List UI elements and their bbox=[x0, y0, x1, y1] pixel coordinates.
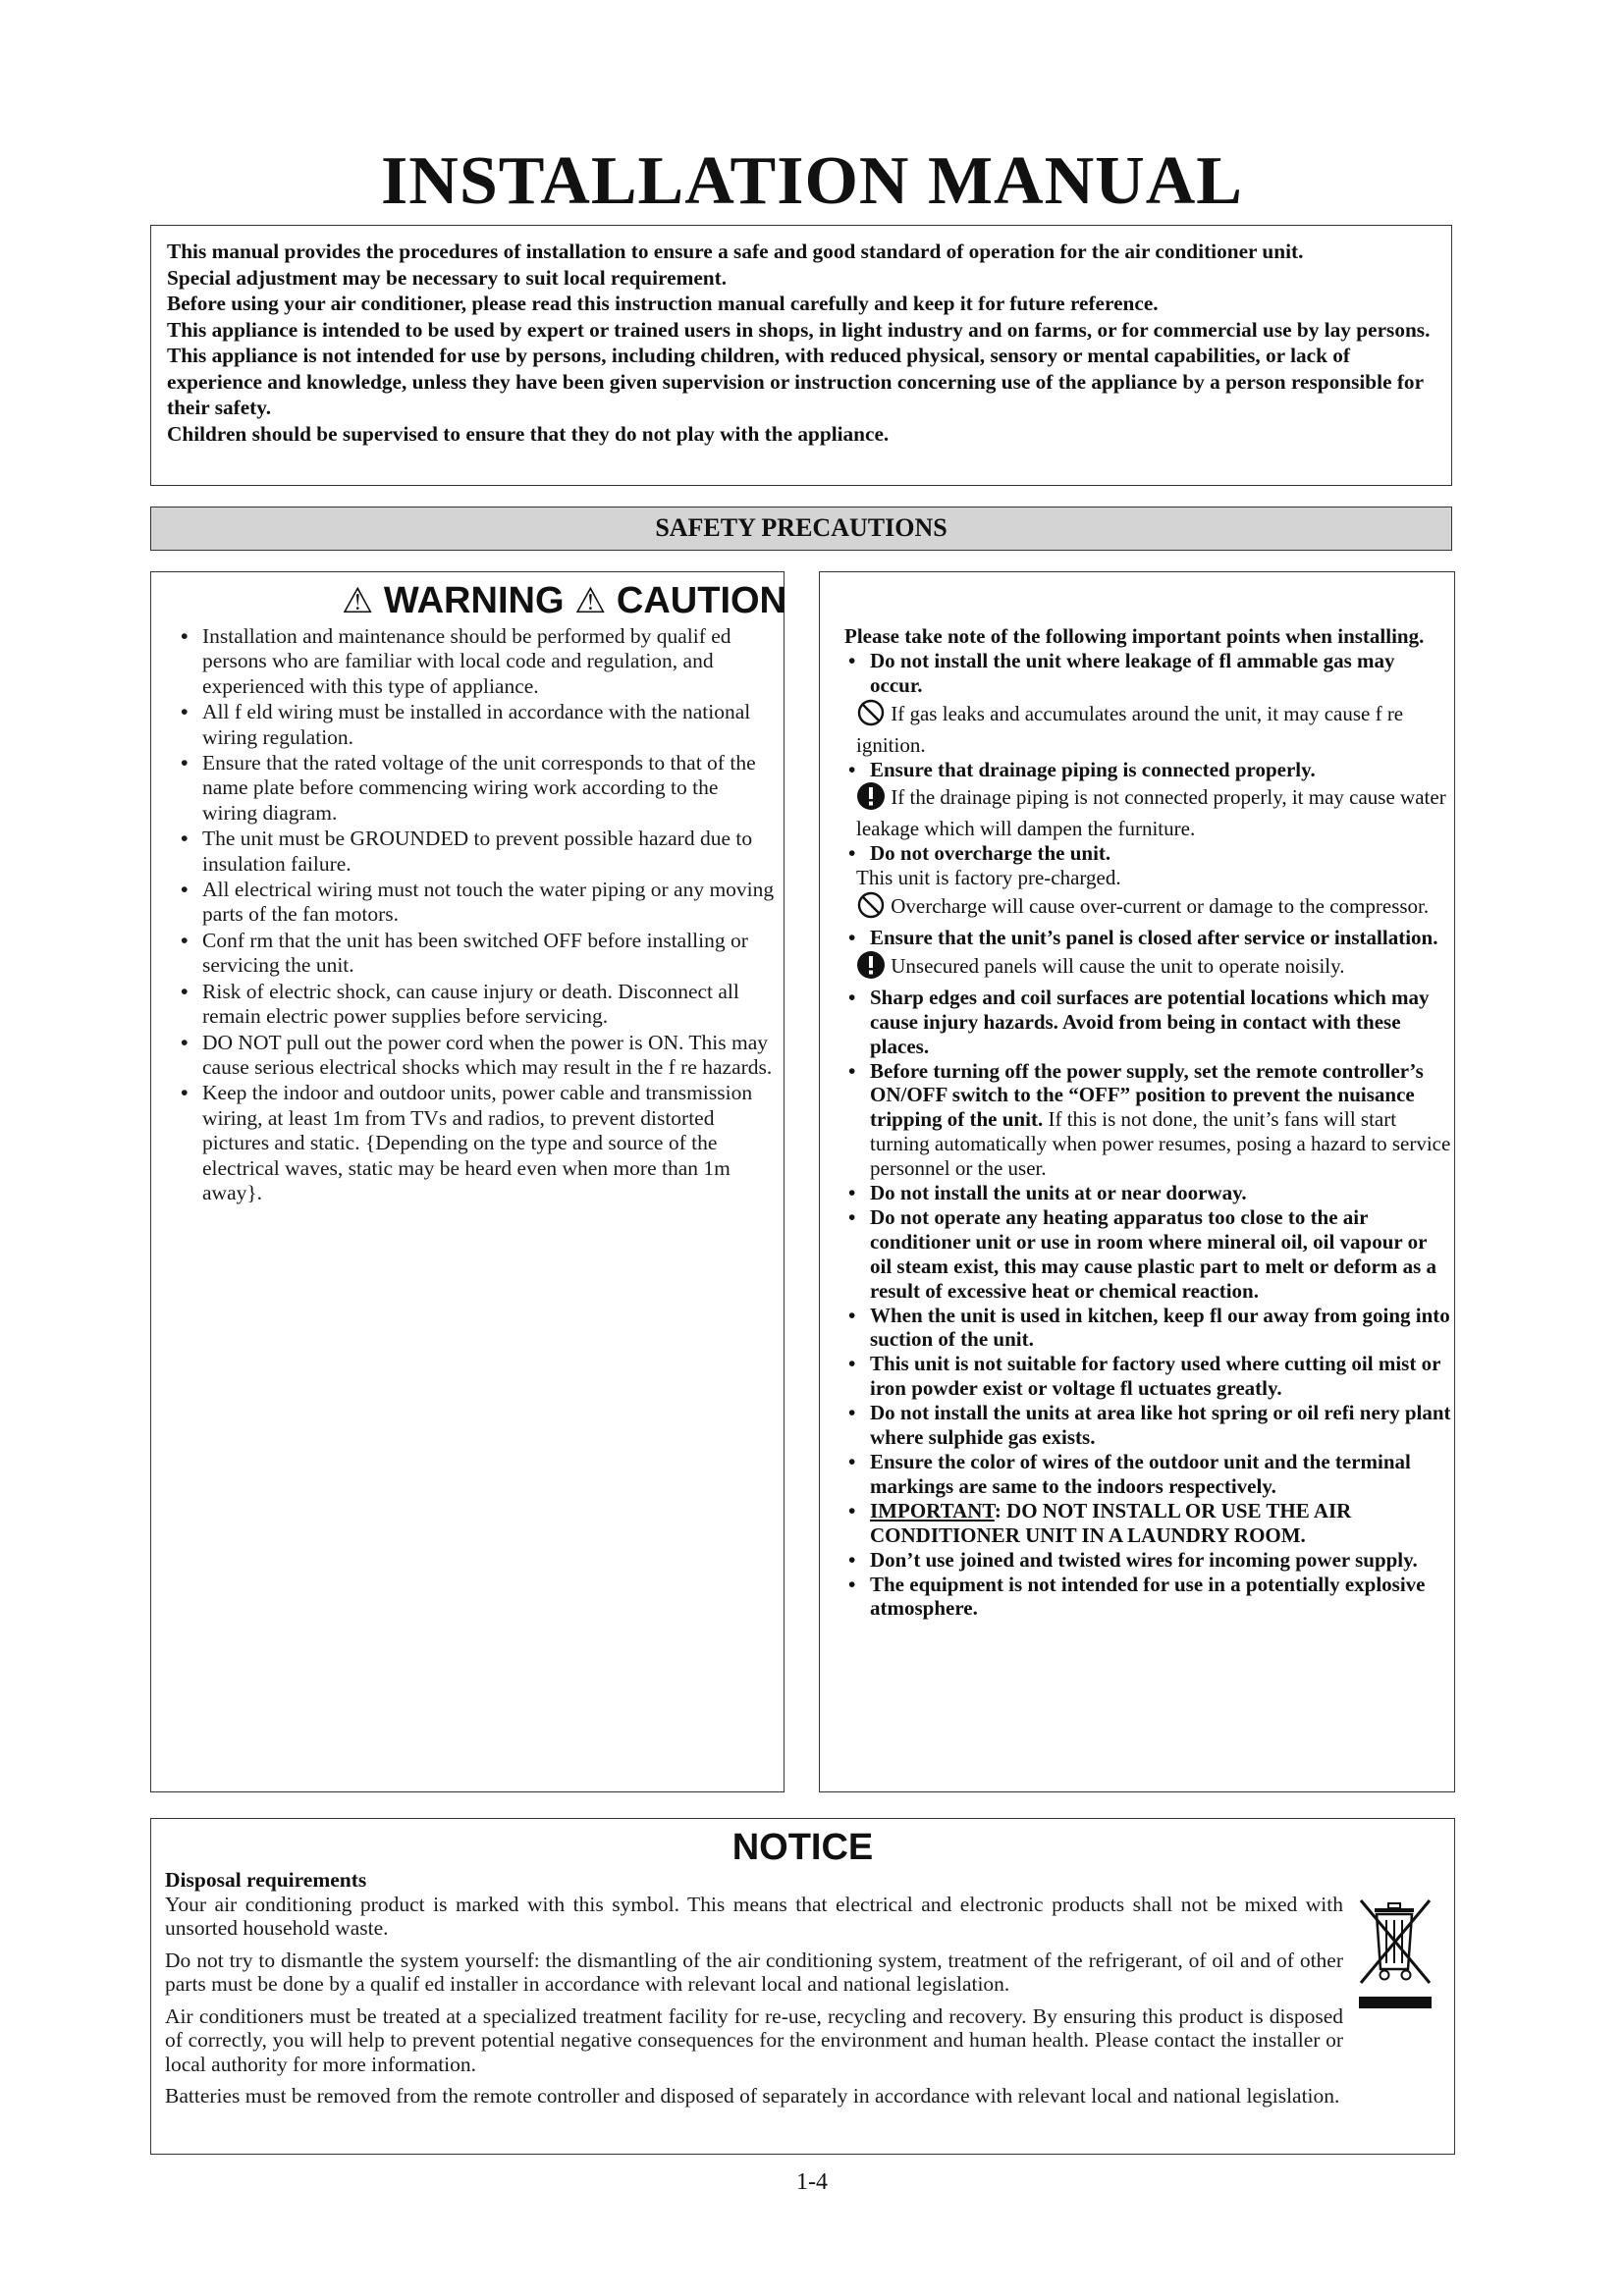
intro-line: This appliance is not intended for use by persons, including children, with reduced physical, sensory or mental capabilities, or lack of experience and knowledge, unless they have been given supervision or instruction concerning use of the appliance by a person responsible for their safety. bbox=[167, 344, 1424, 419]
page-number: 1-4 bbox=[796, 2169, 828, 2195]
caution-sub-text-value: If gas leaks and accumulates around the unit, it may cause f re ignition. bbox=[856, 701, 1404, 757]
caution-sub-text bbox=[844, 698, 1451, 758]
warning-item: • Installation and maintenance should be performed by qualif ed persons who are familiar with local code and regulation, and experienced with this type of appliance. bbox=[177, 624, 778, 699]
notice-paragraph: Air conditioners must be treated at a specialized treatment facility for re-use, recycling and recovery. By ensuring this product is disposed of correctly, you will help to prevent potential negative consequences for the environment and human health. Please contact the installer or local authority for more information. bbox=[165, 2003, 1343, 2076]
intro-box bbox=[150, 225, 1452, 486]
warning-label: WARNING bbox=[383, 580, 565, 621]
safety-precautions-heading: SAFETY PRECAUTIONS bbox=[150, 507, 1452, 551]
disposal-heading: Disposal requirements bbox=[165, 1868, 367, 1892]
notice-paragraph: Do not try to dismantle the system yourself: the dismantling of the air conditioning system, treatment of the refrigerant, of oil and of other parts must be done by a qualif ed installer in accordance with relevant local and national legislation. bbox=[165, 1948, 1343, 1996]
warning-item: • All f eld wiring must be installed in accordance with the national wiring regulation. bbox=[177, 700, 778, 750]
caution-intro: Please take note of the following important points when installing. bbox=[844, 624, 1425, 648]
warning-item: • The unit must be GROUNDED to prevent possible hazard due to insulation failure. bbox=[177, 827, 778, 877]
caution-item-text: Ensure the color of wires of the outdoor unit and the terminal markings are same to the indoors respectively. bbox=[870, 1450, 1411, 1498]
prohibition-icon bbox=[856, 698, 886, 733]
caution-item bbox=[844, 1352, 1451, 1401]
crossed-out-wheelie-bin-icon bbox=[1353, 1895, 1437, 2017]
prohibition-icon bbox=[856, 890, 886, 926]
warning-item: • Ensure that the rated voltage of the unit corresponds to that of the name plate before commencing wiring work according to the wiring diagram. bbox=[177, 751, 778, 826]
caution-item-note: If this is not done, the unit’s fans will start turning automatically when power resumes, posing a hazard to service personnel or the user. bbox=[870, 1107, 1451, 1181]
caution-item bbox=[844, 926, 1451, 950]
mandatory-action-icon bbox=[856, 950, 886, 986]
caution-list bbox=[844, 758, 1451, 782]
caution-sub-text-value: If the drainage piping is not connected properly, it may cause water leakage which will dampen the furniture. bbox=[856, 785, 1446, 841]
mandatory-action-icon bbox=[856, 781, 886, 817]
caution-item-text: Ensure that the unit’s panel is closed after service or installation. bbox=[870, 925, 1438, 949]
caution-item bbox=[844, 1205, 1451, 1304]
caution-sub-text bbox=[844, 890, 1451, 926]
caution-label: CAUTION bbox=[616, 580, 787, 621]
warning-item: • DO NOT pull out the power cord when the power is ON. This may cause serious electrical shocks which may result in the f re hazards. bbox=[177, 1031, 778, 1081]
warning-item: • All electrical wiring must not touch the water piping or any moving parts of the fan motors. bbox=[177, 878, 778, 928]
caution-list bbox=[844, 926, 1451, 950]
caution-item bbox=[844, 1499, 1451, 1548]
caution-item bbox=[844, 1181, 1451, 1205]
caution-item-text: Before turning off the power supply, set the remote controller’s ON/OFF switch to the “OFF” position to prevent the nuisance tripping of the unit. bbox=[870, 1058, 1424, 1132]
intro-line: Special adjustment may be necessary to suit local requirement. bbox=[167, 265, 728, 290]
caution-item bbox=[844, 1450, 1451, 1499]
warning-list-container bbox=[177, 624, 778, 1206]
page-title: INSTALLATION MANUAL bbox=[381, 143, 1243, 219]
notice-paragraph: Your air conditioning product is marked with this symbol. This means that electrical and electronic products shall not be mixed with unsorted household waste. bbox=[165, 1892, 1343, 1940]
important-label: IMPORTANT bbox=[870, 1498, 995, 1522]
intro-line: This appliance is intended to be used by expert or trained users in shops, in light industry and on farms, or for commercial use by lay persons. bbox=[167, 317, 1431, 342]
caution-item bbox=[844, 986, 1451, 1059]
intro-line: Children should be supervised to ensure that they do not play with the appliance. bbox=[167, 421, 890, 446]
caution-item-text: Do not install the unit where leakage of fl ammable gas may occur. bbox=[870, 648, 1395, 697]
warning-item: • Risk of electric shock, can cause injury or death. Disconnect all remain electric power supplies before servicing. bbox=[177, 980, 778, 1030]
caution-sub-text: This unit is factory pre-charged. bbox=[856, 866, 1121, 890]
caution-list bbox=[844, 986, 1451, 1622]
notice-title: NOTICE bbox=[731, 1827, 874, 1868]
intro-line: This manual provides the procedures of installation to ensure a safe and good standard of operation for the air conditioner unit. bbox=[167, 240, 1304, 263]
caution-list bbox=[844, 841, 1451, 866]
caution-item-text: Do not install the units at area like hot spring or oil refi nery plant where sulphide gas exists. bbox=[870, 1401, 1451, 1450]
caution-triangle-icon: ⚠ bbox=[574, 581, 607, 621]
caution-item-text: : DO NOT INSTALL OR USE THE AIR CONDITIONER UNIT IN A LAUNDRY ROOM. bbox=[870, 1498, 1352, 1547]
caution-sub-text-value: Unsecured panels will cause the unit to operate noisily. bbox=[891, 953, 1345, 978]
caution-list bbox=[844, 649, 1451, 698]
warning-triangle-icon: ⚠ bbox=[342, 581, 374, 621]
caution-item bbox=[844, 1573, 1451, 1622]
caution-item-text: Do not overcharge the unit. bbox=[870, 841, 1111, 866]
caution-item-text: The equipment is not intended for use in a potentially explosive atmosphere. bbox=[870, 1572, 1426, 1621]
warning-item: • Conf rm that the unit has been switched OFF before installing or servicing the unit. bbox=[177, 929, 778, 979]
caution-item-text: Sharp edges and coil surfaces are potential locations which may cause injury hazards. Avoid from being in contact with these places. bbox=[870, 985, 1430, 1058]
caution-item-text: Do not operate any heating apparatus too close to the air conditioner unit or use in room where mineral oil, oil vapour or oil steam exist, this may cause plastic part to melt or deform as a result of excessive heat or chemical reaction. bbox=[870, 1204, 1437, 1303]
caution-sub-text-value: Overcharge will cause over-current or damage to the compressor. bbox=[891, 893, 1430, 918]
warning-item: • Keep the indoor and outdoor units, power cable and transmission wiring, at least 1m from TVs and radios, to prevent distorted pictures and static. {Depending on the type and source of the electrical waves, static may be heard even when more than 1m away}. bbox=[177, 1081, 778, 1205]
caution-item-text: When the unit is used in kitchen, keep fl our away from going into suction of the unit. bbox=[870, 1303, 1450, 1352]
caution-item bbox=[844, 1548, 1451, 1573]
caution-sub-text bbox=[844, 781, 1451, 841]
caution-item-text: This unit is not suitable for factory used where cutting oil mist or iron powder exist or voltage fl uctuates greatly. bbox=[870, 1352, 1441, 1401]
intro-line: Before using your air conditioner, please read this instruction manual carefully and keep it for future reference. bbox=[167, 292, 1159, 315]
notice-body bbox=[165, 1868, 1343, 2116]
caution-item bbox=[844, 649, 1451, 698]
caution-item-text: Do not install the units at or near doorway. bbox=[870, 1181, 1247, 1205]
caution-item bbox=[844, 1304, 1451, 1353]
warning-list bbox=[177, 624, 778, 1205]
notice-paragraph: Batteries must be removed from the remote controller and disposed of separately in accordance with relevant local and national legislation. bbox=[165, 2084, 1340, 2108]
caution-list-container bbox=[844, 624, 1451, 1621]
caution-item-text: Ensure that drainage piping is connected properly. bbox=[870, 757, 1316, 781]
caution-item-text: Don’t use joined and twisted wires for incoming power supply. bbox=[870, 1547, 1418, 1572]
caution-item bbox=[844, 758, 1451, 782]
caution-item bbox=[844, 841, 1451, 866]
caution-sub-text bbox=[844, 950, 1451, 986]
caution-item bbox=[844, 1059, 1451, 1182]
caution-item bbox=[844, 1401, 1451, 1450]
warning-caution-heading bbox=[342, 579, 786, 623]
